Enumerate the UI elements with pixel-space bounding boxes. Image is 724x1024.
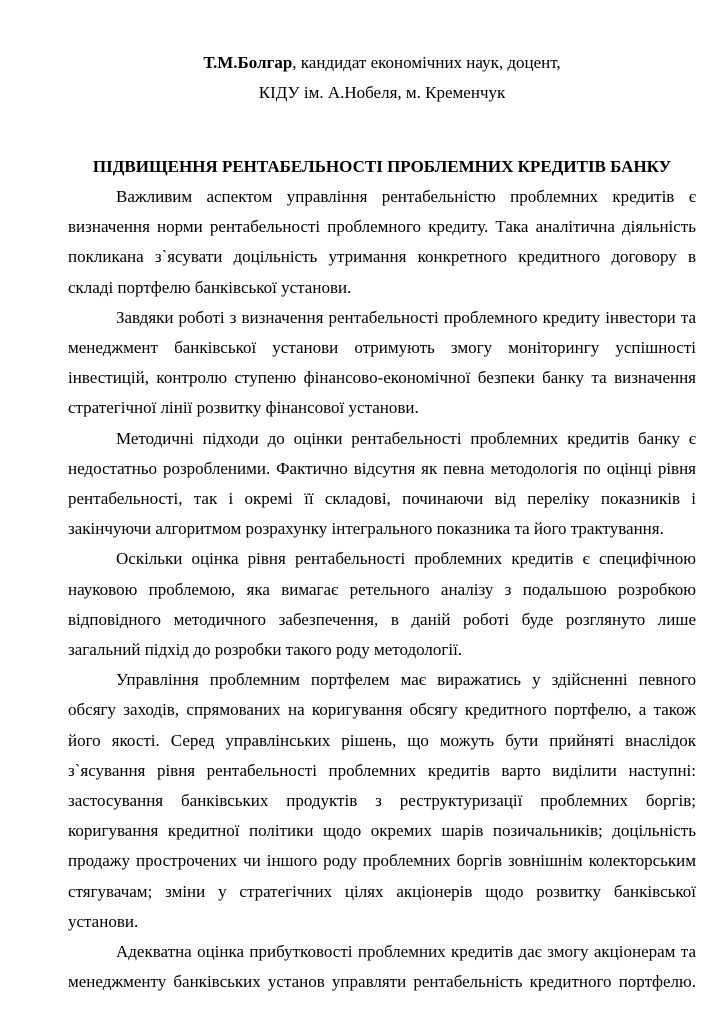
paragraph-6: Адекватна оцінка прибутковості проблемних кредитів дає змогу акціонерам та менеджменту банківських установ управляти рентабельність кредитного портфелю.	[68, 942, 696, 992]
document-page	[68, 48, 696, 997]
author-name: Т.М.Болгар	[203, 53, 293, 72]
article-title: ПІДВИЩЕННЯ РЕНТАБЕЛЬНОСТІ ПРОБЛЕМНИХ КРЕДИТІВ БАНКУ	[92, 157, 672, 176]
author-line	[68, 48, 696, 78]
paragraph-5: Управління проблемним портфелем має виражатись у здійсненні певного обсягу заходів, спрямованих на коригування обсягу кредитного портфелю, а також його якості. Серед управлінських рішень, що можуть бути прийняті внаслідок з`ясування рівня рентабельності проблемних кредитів варто виділити наступні: застосування банківських продуктів з реструктуризації проблемних боргів; коригування кредитної політики щодо окремих шарів позичальників; доцільність продажу прострочених чи іншого роду проблемних боргів зовнішнім колекторським стягувачам; зміни у стратегічних цілях акціонерів щодо розвитку банківської установи.	[68, 670, 696, 931]
paragraph-4: Оскільки оцінка рівня рентабельності проблемних кредитів є специфічною науковою проблемою, яка вимагає ретельного аналізу з подальшою розробкою відповідного методичного забезпечення, в даній роботі буде розглянуто лише загальний підхід до розробки такого роду методології.	[68, 549, 696, 660]
author-affiliation: КІДУ ім. А.Нобеля, м. Кременчук	[258, 83, 506, 102]
author-credentials: , кандидат економічних наук, доцент,	[292, 53, 561, 72]
paragraph-1: Важливим аспектом управління рентабельністю проблемних кредитів є визначення норми рентабельності проблемного кредиту. Така аналітична діяльність покликана з`ясувати доцільність утримання конкретного кредитного договору в складі портфелю банківської установи.	[68, 187, 696, 297]
paragraph-3: Методичні підходи до оцінки рентабельності проблемних кредитів банку є недостатньо розробленими. Фактично відсутня як певна методологія по оцінці рівня рентабельності, так і окремі її складові, починаючи від переліку показників і закінчуючи алгоритмом розрахунку інтегрального показника та його трактування.	[68, 428, 696, 539]
paragraph-2: Завдяки роботі з визначення рентабельності проблемного кредиту інвестори та менеджмент банківської установи отримують змогу моніторингу успішності інвестицій, контролю ступеню фінансово-економічної безпеки банку та визначення стратегічної лінії розвитку фінансової установи.	[68, 307, 696, 418]
